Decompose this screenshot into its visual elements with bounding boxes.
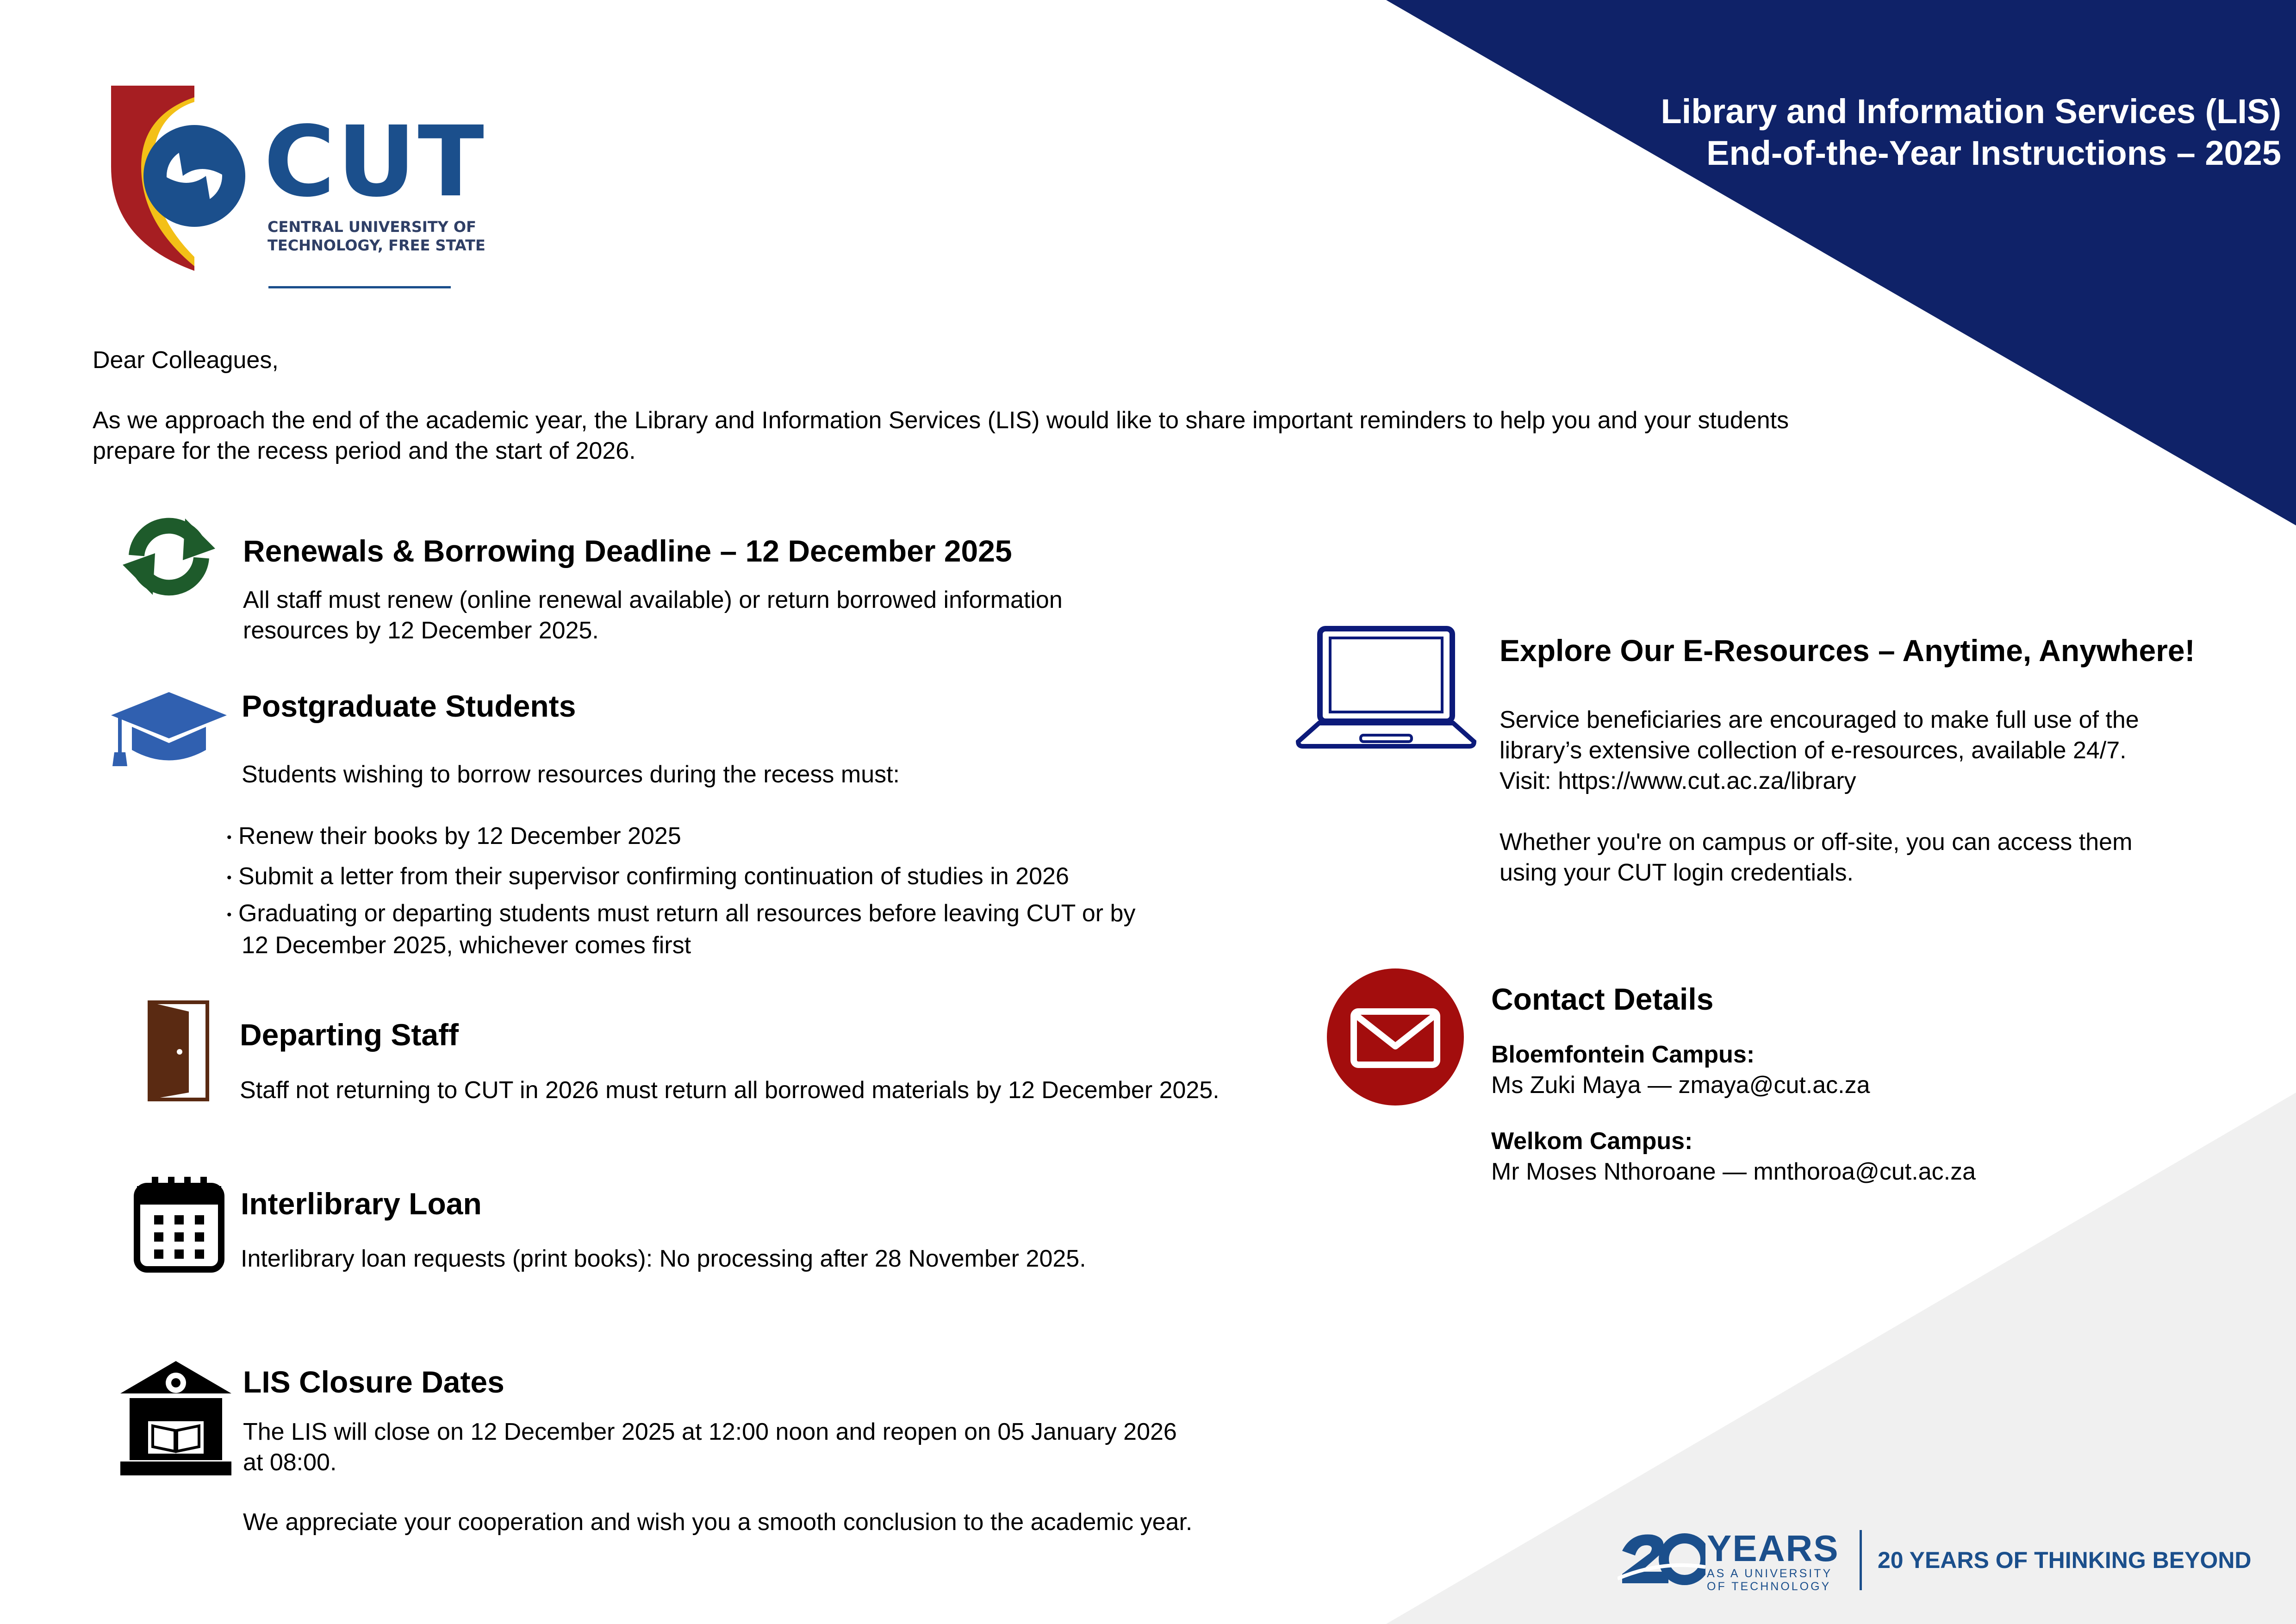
- eresources-visit-link[interactable]: Visit: https://www.cut.ac.za/library: [1500, 768, 1856, 794]
- renewals-line2: resources by 12 December 2025.: [243, 617, 599, 644]
- header-title: [1661, 91, 2281, 174]
- bullet-dot: •: [227, 830, 232, 845]
- refresh-icon: [118, 516, 220, 597]
- anniversary-20-logo: [1618, 1528, 1705, 1593]
- eresources-line1: Service beneficiaries are encouraged to make full use of the: [1500, 706, 2139, 733]
- header-title-line2: End-of-the-Year Instructions – 2025: [1706, 134, 2281, 172]
- logo-subtitle-line1: CENTRAL UNIVERSITY OF: [268, 218, 476, 236]
- renewals-text: [243, 585, 1063, 646]
- postgrad-bullet-1: [227, 821, 681, 853]
- footer-badge-line2: OF TECHNOLOGY: [1707, 1580, 1831, 1593]
- contact-person-welkom[interactable]: Mr Moses Nthoroane — mnthoroa@cut.ac.za: [1491, 1158, 1976, 1185]
- eresources-line5: using your CUT login credentials.: [1500, 859, 1854, 886]
- intro-line1: As we approach the end of the academic year, the Library and Information Services (LIS) would like to share important reminders to help you and your students: [93, 407, 1789, 434]
- greeting: Dear Colleagues,: [93, 347, 279, 374]
- header-title-line1: Library and Information Services (LIS): [1661, 92, 2281, 131]
- calendar-icon: [133, 1176, 225, 1273]
- logo-subtitle-line2: TECHNOLOGY, FREE STATE: [268, 237, 485, 254]
- bullet-text-cont: 12 December 2025, whichever comes first: [242, 932, 691, 959]
- closing-remark: We appreciate your cooperation and wish you a smooth conclusion to the academic year.: [243, 1509, 1193, 1536]
- envelope-icon: [1326, 968, 1465, 1106]
- library-building-icon: [116, 1359, 236, 1479]
- bullet-text: Renew their books by 12 December 2025: [238, 823, 681, 849]
- renewals-line1: All staff must renew (online renewal available) or return borrowed information: [243, 587, 1063, 613]
- closure-text: [243, 1417, 1177, 1478]
- logo-wordmark: CUT: [264, 105, 486, 219]
- contact-bloemfontein: [1491, 1039, 1870, 1100]
- intro-paragraph: [93, 405, 1990, 466]
- departing-text: Staff not returning to CUT in 2026 must return all borrowed materials by 12 December 2025.: [240, 1077, 1220, 1104]
- bullet-text: Graduating or departing students must return all resources before leaving CUT or by: [238, 900, 1136, 927]
- cut-logo-emblem: [109, 83, 261, 273]
- closure-heading: LIS Closure Dates: [243, 1365, 504, 1399]
- laptop-icon: [1296, 625, 1476, 750]
- intro-line2: prepare for the recess period and the start of 2026.: [93, 437, 636, 464]
- footer-divider: [1860, 1530, 1862, 1590]
- bullet-dot: •: [227, 907, 232, 923]
- campus-welkom-label: Welkom Campus:: [1491, 1128, 1693, 1155]
- bullet-text: Submit a letter from their supervisor confirming continuation of studies in 2026: [238, 863, 1069, 890]
- postgrad-heading: Postgraduate Students: [242, 689, 576, 723]
- interlibrary-text: Interlibrary loan requests (print books): No processing after 28 November 2025.: [241, 1245, 1086, 1272]
- campus-bloemfontein-label: Bloemfontein Campus:: [1491, 1041, 1755, 1068]
- footer-slogan: 20 YEARS OF THINKING BEYOND: [1878, 1547, 2252, 1573]
- footer-badge-subtitle: [1707, 1567, 1832, 1593]
- graduation-cap-icon: [109, 690, 229, 768]
- contact-welkom: [1491, 1126, 1976, 1187]
- eresources-text: [1500, 705, 2139, 888]
- footer-badge-line1: AS A UNIVERSITY: [1707, 1567, 1833, 1580]
- eresources-heading: Explore Our E-Resources – Anytime, Anywhere!: [1500, 633, 2195, 668]
- eresources-line2: library’s extensive collection of e-resources, available 24/7.: [1500, 737, 2127, 764]
- departing-heading: Departing Staff: [240, 1018, 459, 1052]
- closure-line1: The LIS will close on 12 December 2025 at 12:00 noon and reopen on 05 January 2026: [243, 1418, 1177, 1445]
- contact-person-bloemfontein[interactable]: Ms Zuki Maya — zmaya@cut.ac.za: [1491, 1072, 1870, 1099]
- postgrad-intro: Students wishing to borrow resources during the recess must:: [242, 761, 900, 788]
- footer-years-word: YEARS: [1707, 1528, 1839, 1569]
- logo-underline: [268, 286, 451, 288]
- eresources-line4: Whether you're on campus or off-site, you can access them: [1500, 829, 2133, 856]
- closure-line2: at 08:00.: [243, 1449, 337, 1476]
- interlibrary-heading: Interlibrary Loan: [241, 1187, 482, 1221]
- renewals-heading: Renewals & Borrowing Deadline – 12 December 2025: [243, 534, 1012, 568]
- logo-subtitle: [268, 218, 485, 255]
- contact-heading: Contact Details: [1491, 982, 1714, 1016]
- postgrad-bullet-3: [227, 898, 1135, 961]
- bullet-dot: •: [227, 870, 232, 886]
- door-icon: [147, 1000, 210, 1102]
- postgrad-bullet-2: [227, 861, 1069, 893]
